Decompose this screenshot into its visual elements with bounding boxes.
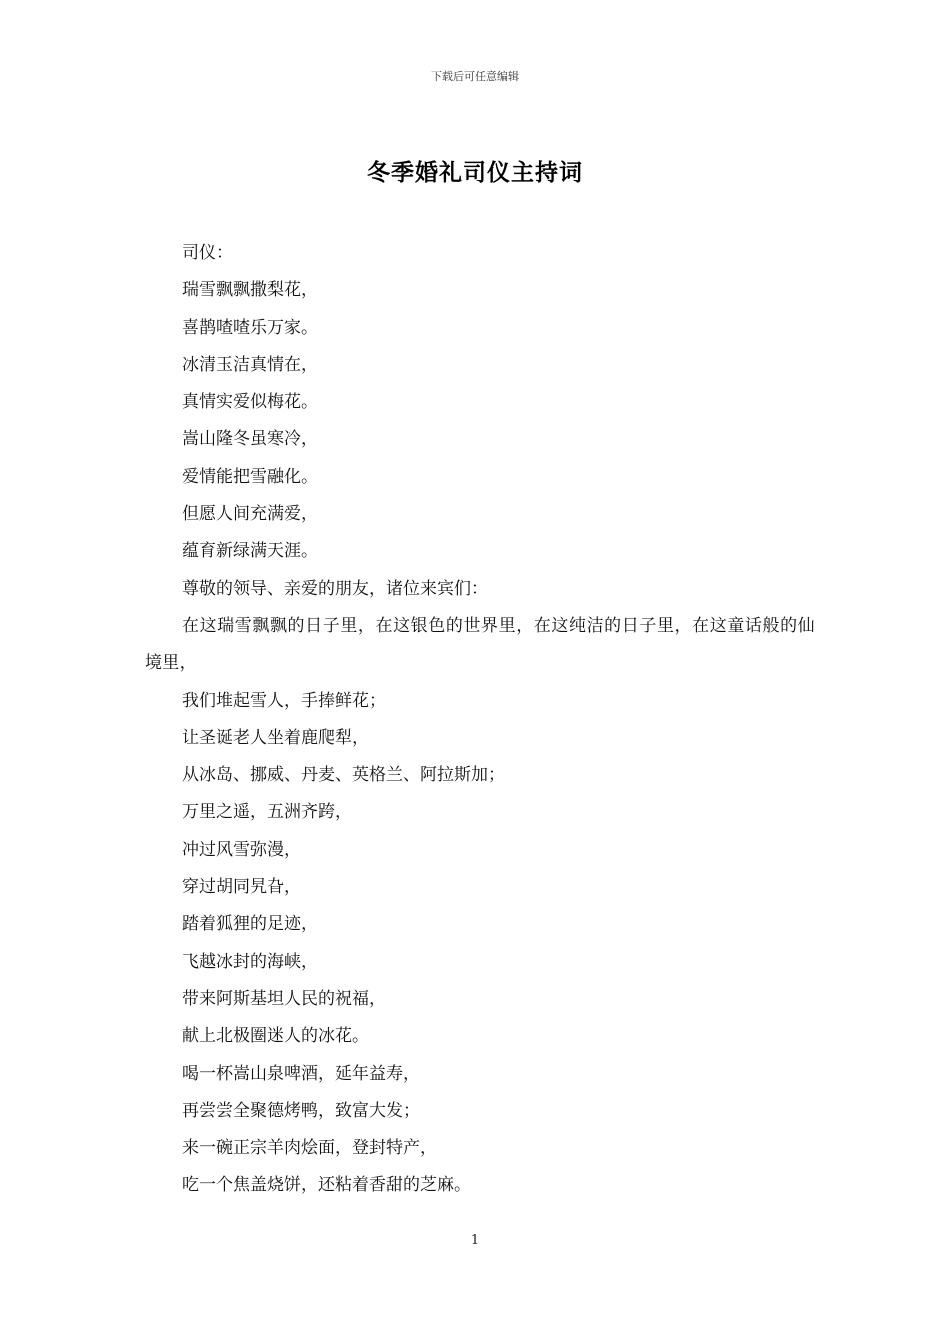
text-line: 蕴育新绿满天涯。 — [182, 541, 318, 562]
text-line: 再尝尝全聚德烤鸭，致富大发； — [182, 1100, 420, 1121]
text-line: 真情实爱似梅花。 — [182, 392, 318, 413]
text-line: 献上北极圈迷人的冰花。 — [182, 1026, 369, 1047]
text-line: 飞越冰封的海峡， — [182, 951, 318, 972]
text-line: 喝一杯嵩山泉啤酒，延年益寿， — [182, 1063, 420, 1084]
text-line: 吃一个焦盖烧饼，还粘着香甜的芝麻。 — [182, 1175, 471, 1196]
text-line: 踏着狐狸的足迹， — [182, 914, 318, 935]
text-line: 爱情能把雪融化。 — [182, 466, 318, 487]
text-line: 冲过风雪弥漫， — [182, 839, 301, 860]
document-title: 冬季婚礼司仪主持词 — [367, 159, 583, 186]
text-paragraph: 在这瑞雪飘飘的日子里，在这银色的世界里，在这纯洁的日子里，在这童话般的仙境里， — [145, 615, 815, 674]
text-line: 但愿人间充满爱， — [182, 504, 318, 525]
text-line: 喜鹊喳喳乐万家。 — [182, 317, 318, 338]
text-line: 让圣诞老人坐着鹿爬犁， — [182, 727, 369, 748]
text-line: 瑞雪飘飘撒梨花， — [182, 280, 318, 301]
text-line: 嵩山隆冬虽寒冷， — [182, 429, 318, 450]
text-line: 尊敬的领导、亲爱的朋友，诸位来宾们： — [182, 578, 488, 599]
text-line: 司仪： — [182, 243, 233, 263]
text-line: 万里之遥，五洲齐跨， — [182, 802, 352, 823]
text-line: 冰清玉洁真情在， — [182, 354, 318, 375]
text-line: 从冰岛、挪威、丹麦、英格兰、阿拉斯加； — [182, 765, 505, 786]
page-number: 1 — [470, 1233, 480, 1248]
document-body — [145, 235, 815, 1205]
header-note: 下载后可任意编辑 — [431, 70, 519, 83]
text-line: 我们堆起雪人，手捧鲜花； — [182, 690, 386, 711]
text-line: 穿过胡同旯旮， — [182, 877, 301, 898]
text-line: 带来阿斯基坦人民的祝福， — [182, 988, 386, 1009]
text-line: 来一碗正宗羊肉烩面，登封特产， — [182, 1138, 437, 1159]
